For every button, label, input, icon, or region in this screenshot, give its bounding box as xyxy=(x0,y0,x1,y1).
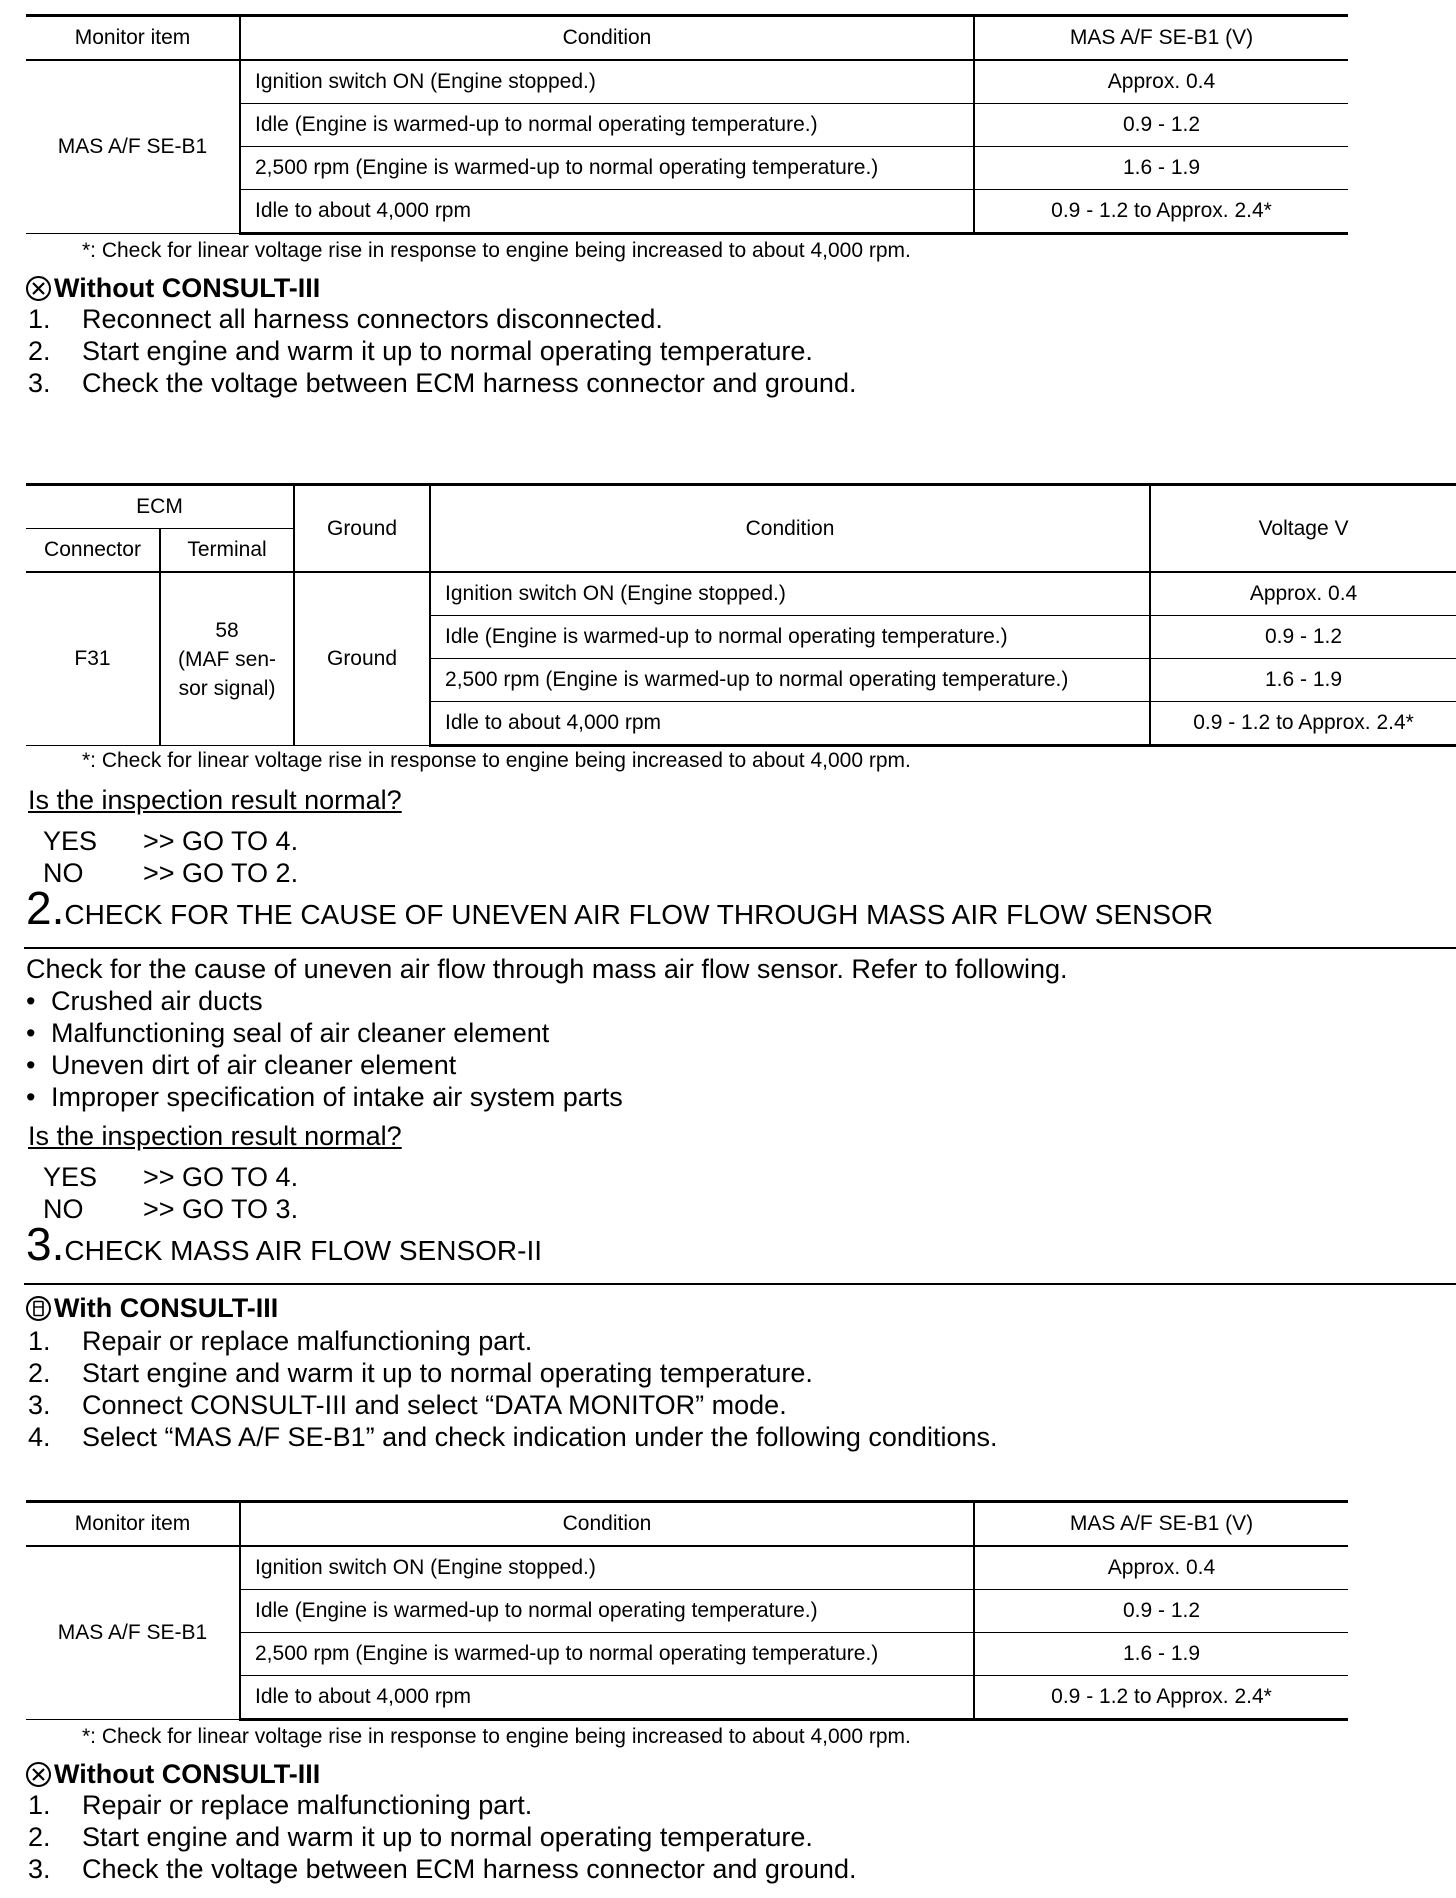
header-value: MAS A/F SE-B1 (V) xyxy=(974,16,1348,61)
step-list xyxy=(28,303,856,399)
section-heading-text: Without CONSULT-III xyxy=(54,273,321,303)
monitor-item-cell: MAS A/F SE-B1 xyxy=(26,1546,240,1720)
answer-yes xyxy=(43,1161,298,1193)
step-text: Connect CONSULT-III and select “DATA MONITOR” mode. xyxy=(82,1390,787,1420)
value-cell: 0.9 - 1.2 xyxy=(974,104,1348,147)
condition-cell: Idle to about 4,000 rpm xyxy=(430,702,1150,746)
value-cell: Approx. 0.4 xyxy=(974,60,1348,104)
value-cell: 1.6 - 1.9 xyxy=(974,147,1348,190)
value-cell: 0.9 - 1.2 to Approx. 2.4* xyxy=(1150,702,1456,746)
list-item xyxy=(28,1821,856,1853)
step-list xyxy=(28,1325,997,1453)
consult-tool-icon xyxy=(26,1296,51,1321)
step-heading xyxy=(26,882,1214,934)
without-consult-icon xyxy=(26,276,51,301)
inspection-question: Is the inspection result normal? xyxy=(28,1121,402,1151)
value-cell: Approx. 0.4 xyxy=(1150,572,1456,616)
divider xyxy=(24,947,1456,949)
list-item xyxy=(28,1853,856,1885)
step-text: Start engine and warm it up to normal operating temperature. xyxy=(82,1822,813,1852)
step-number: 2. xyxy=(26,882,65,934)
header-ecm: ECM xyxy=(26,485,294,529)
condition-cell: Ignition switch ON (Engine stopped.) xyxy=(240,1546,974,1590)
value-cell: 0.9 - 1.2 xyxy=(1150,616,1456,659)
answer-key: YES xyxy=(43,826,98,856)
condition-cell: Idle to about 4,000 rpm xyxy=(240,190,974,234)
answer-key: YES xyxy=(43,1162,98,1192)
step-num: 3. xyxy=(28,1854,51,1884)
answer-value: >> GO TO 4. xyxy=(143,1162,299,1192)
condition-cell: Idle (Engine is warmed-up to normal operating temperature.) xyxy=(430,616,1150,659)
list-item xyxy=(26,1049,623,1081)
section-heading-text: With CONSULT-III xyxy=(54,1293,279,1323)
list-item xyxy=(26,1017,623,1049)
section-heading xyxy=(26,1759,320,1790)
condition-cell: Idle (Engine is warmed-up to normal operating temperature.) xyxy=(240,104,974,147)
header-voltage: Voltage V xyxy=(1150,485,1456,573)
table-row xyxy=(26,60,1348,104)
bullet-text: Improper specification of intake air system parts xyxy=(51,1082,623,1112)
step-num: 1. xyxy=(28,1326,51,1356)
step-text: Select “MAS A/F SE-B1” and check indication under the following conditions. xyxy=(82,1422,998,1452)
header-condition: Condition xyxy=(240,16,974,61)
without-consult-icon xyxy=(26,1762,51,1787)
step-num: 3. xyxy=(28,368,51,398)
terminal-number: 58 xyxy=(215,618,239,642)
terminal-cell xyxy=(160,572,294,746)
bullet-marker: • xyxy=(26,1018,36,1048)
list-item xyxy=(26,985,623,1017)
step-title: CHECK MASS AIR FLOW SENSOR-II xyxy=(64,1235,543,1266)
footnote: *: Check for linear voltage rise in response to engine being increased to about 4,000 rpm. xyxy=(82,239,911,262)
header-connector: Connector xyxy=(26,529,160,573)
footnote: *: Check for linear voltage rise in response to engine being increased to about 4,000 rpm. xyxy=(82,1725,911,1748)
step-text: Check the voltage between ECM harness connector and ground. xyxy=(82,1854,857,1884)
step-text: Check the voltage between ECM harness connector and ground. xyxy=(82,368,857,398)
step-num: 3. xyxy=(28,1390,51,1420)
list-item xyxy=(28,1389,997,1421)
condition-cell: Ignition switch ON (Engine stopped.) xyxy=(240,60,974,104)
footnote: *: Check for linear voltage rise in response to engine being increased to about 4,000 rpm. xyxy=(82,749,911,772)
list-item xyxy=(26,1081,623,1113)
condition-cell: Idle to about 4,000 rpm xyxy=(240,1676,974,1720)
terminal-desc: (MAF sen- xyxy=(178,647,277,671)
section-heading xyxy=(26,273,320,304)
condition-cell: Ignition switch ON (Engine stopped.) xyxy=(430,572,1150,616)
step-num: 2. xyxy=(28,1822,51,1852)
monitor-item-cell: MAS A/F SE-B1 xyxy=(26,60,240,234)
ecm-voltage-table xyxy=(26,483,1456,747)
bullet-text: Malfunctioning seal of air cleaner element xyxy=(51,1018,550,1048)
condition-cell: 2,500 rpm (Engine is warmed-up to normal operating temperature.) xyxy=(240,147,974,190)
step-num: 1. xyxy=(28,304,51,334)
value-cell: Approx. 0.4 xyxy=(974,1546,1348,1590)
connector-cell: F31 xyxy=(26,572,160,746)
bullet-marker: • xyxy=(26,986,36,1016)
step-text: Reconnect all harness connectors disconnected. xyxy=(82,304,663,334)
answer-list xyxy=(43,1161,298,1225)
list-item xyxy=(28,367,856,399)
step-list xyxy=(28,1789,856,1885)
answer-yes xyxy=(43,825,298,857)
list-item xyxy=(28,1325,997,1357)
step-text: Start engine and warm it up to normal operating temperature. xyxy=(82,1358,813,1388)
condition-cell: 2,500 rpm (Engine is warmed-up to normal operating temperature.) xyxy=(240,1633,974,1676)
step-num: 2. xyxy=(28,336,51,366)
bullet-marker: • xyxy=(26,1082,36,1112)
header-condition: Condition xyxy=(240,1502,974,1547)
section-heading-text: Without CONSULT-III xyxy=(54,1759,321,1789)
table-row xyxy=(26,1546,1348,1590)
condition-cell: Idle (Engine is warmed-up to normal operating temperature.) xyxy=(240,1590,974,1633)
bullet-list xyxy=(26,985,623,1113)
monitor-table-1 xyxy=(26,14,1348,235)
header-ground: Ground xyxy=(294,485,430,573)
header-condition: Condition xyxy=(430,485,1150,573)
step-text: Repair or replace malfunctioning part. xyxy=(82,1790,533,1820)
header-value: MAS A/F SE-B1 (V) xyxy=(974,1502,1348,1547)
list-item xyxy=(28,1789,856,1821)
answer-value: >> GO TO 3. xyxy=(143,1194,299,1224)
ground-cell: Ground xyxy=(294,572,430,746)
header-monitor-item: Monitor item xyxy=(26,1502,240,1547)
list-item xyxy=(28,303,856,335)
step-num: 2. xyxy=(28,1358,51,1388)
monitor-table-2 xyxy=(26,1500,1348,1721)
bullet-text: Crushed air ducts xyxy=(51,986,263,1016)
step-title: CHECK FOR THE CAUSE OF UNEVEN AIR FLOW THROUGH MASS AIR FLOW SENSOR xyxy=(64,899,1214,930)
header-terminal: Terminal xyxy=(160,529,294,573)
step-text: Repair or replace malfunctioning part. xyxy=(82,1326,533,1356)
answer-value: >> GO TO 2. xyxy=(143,858,299,888)
answer-no xyxy=(43,1193,298,1225)
list-item xyxy=(28,335,856,367)
step-intro: Check for the cause of uneven air flow through mass air flow sensor. Refer to following. xyxy=(26,954,1068,984)
bullet-text: Uneven dirt of air cleaner element xyxy=(51,1050,457,1080)
answer-value: >> GO TO 4. xyxy=(143,826,299,856)
header-monitor-item: Monitor item xyxy=(26,16,240,61)
value-cell: 0.9 - 1.2 to Approx. 2.4* xyxy=(974,1676,1348,1720)
answer-key: NO xyxy=(43,1194,84,1224)
value-cell: 0.9 - 1.2 xyxy=(974,1590,1348,1633)
answer-no xyxy=(43,857,298,889)
terminal-desc: sor signal) xyxy=(178,676,276,700)
answer-key: NO xyxy=(43,858,84,888)
step-heading xyxy=(26,1218,543,1270)
value-cell: 1.6 - 1.9 xyxy=(974,1633,1348,1676)
step-text: Start engine and warm it up to normal operating temperature. xyxy=(82,336,813,366)
step-number: 3. xyxy=(26,1218,65,1270)
condition-cell: 2,500 rpm (Engine is warmed-up to normal operating temperature.) xyxy=(430,659,1150,702)
answer-list xyxy=(43,825,298,889)
list-item xyxy=(28,1421,997,1453)
bullet-marker: • xyxy=(26,1050,36,1080)
value-cell: 0.9 - 1.2 to Approx. 2.4* xyxy=(974,190,1348,234)
list-item xyxy=(28,1357,997,1389)
step-num: 4. xyxy=(28,1422,51,1452)
table-row xyxy=(26,572,1456,616)
divider xyxy=(24,1283,1456,1285)
value-cell: 1.6 - 1.9 xyxy=(1150,659,1456,702)
step-num: 1. xyxy=(28,1790,51,1820)
section-heading xyxy=(26,1293,278,1324)
inspection-question: Is the inspection result normal? xyxy=(28,785,402,815)
